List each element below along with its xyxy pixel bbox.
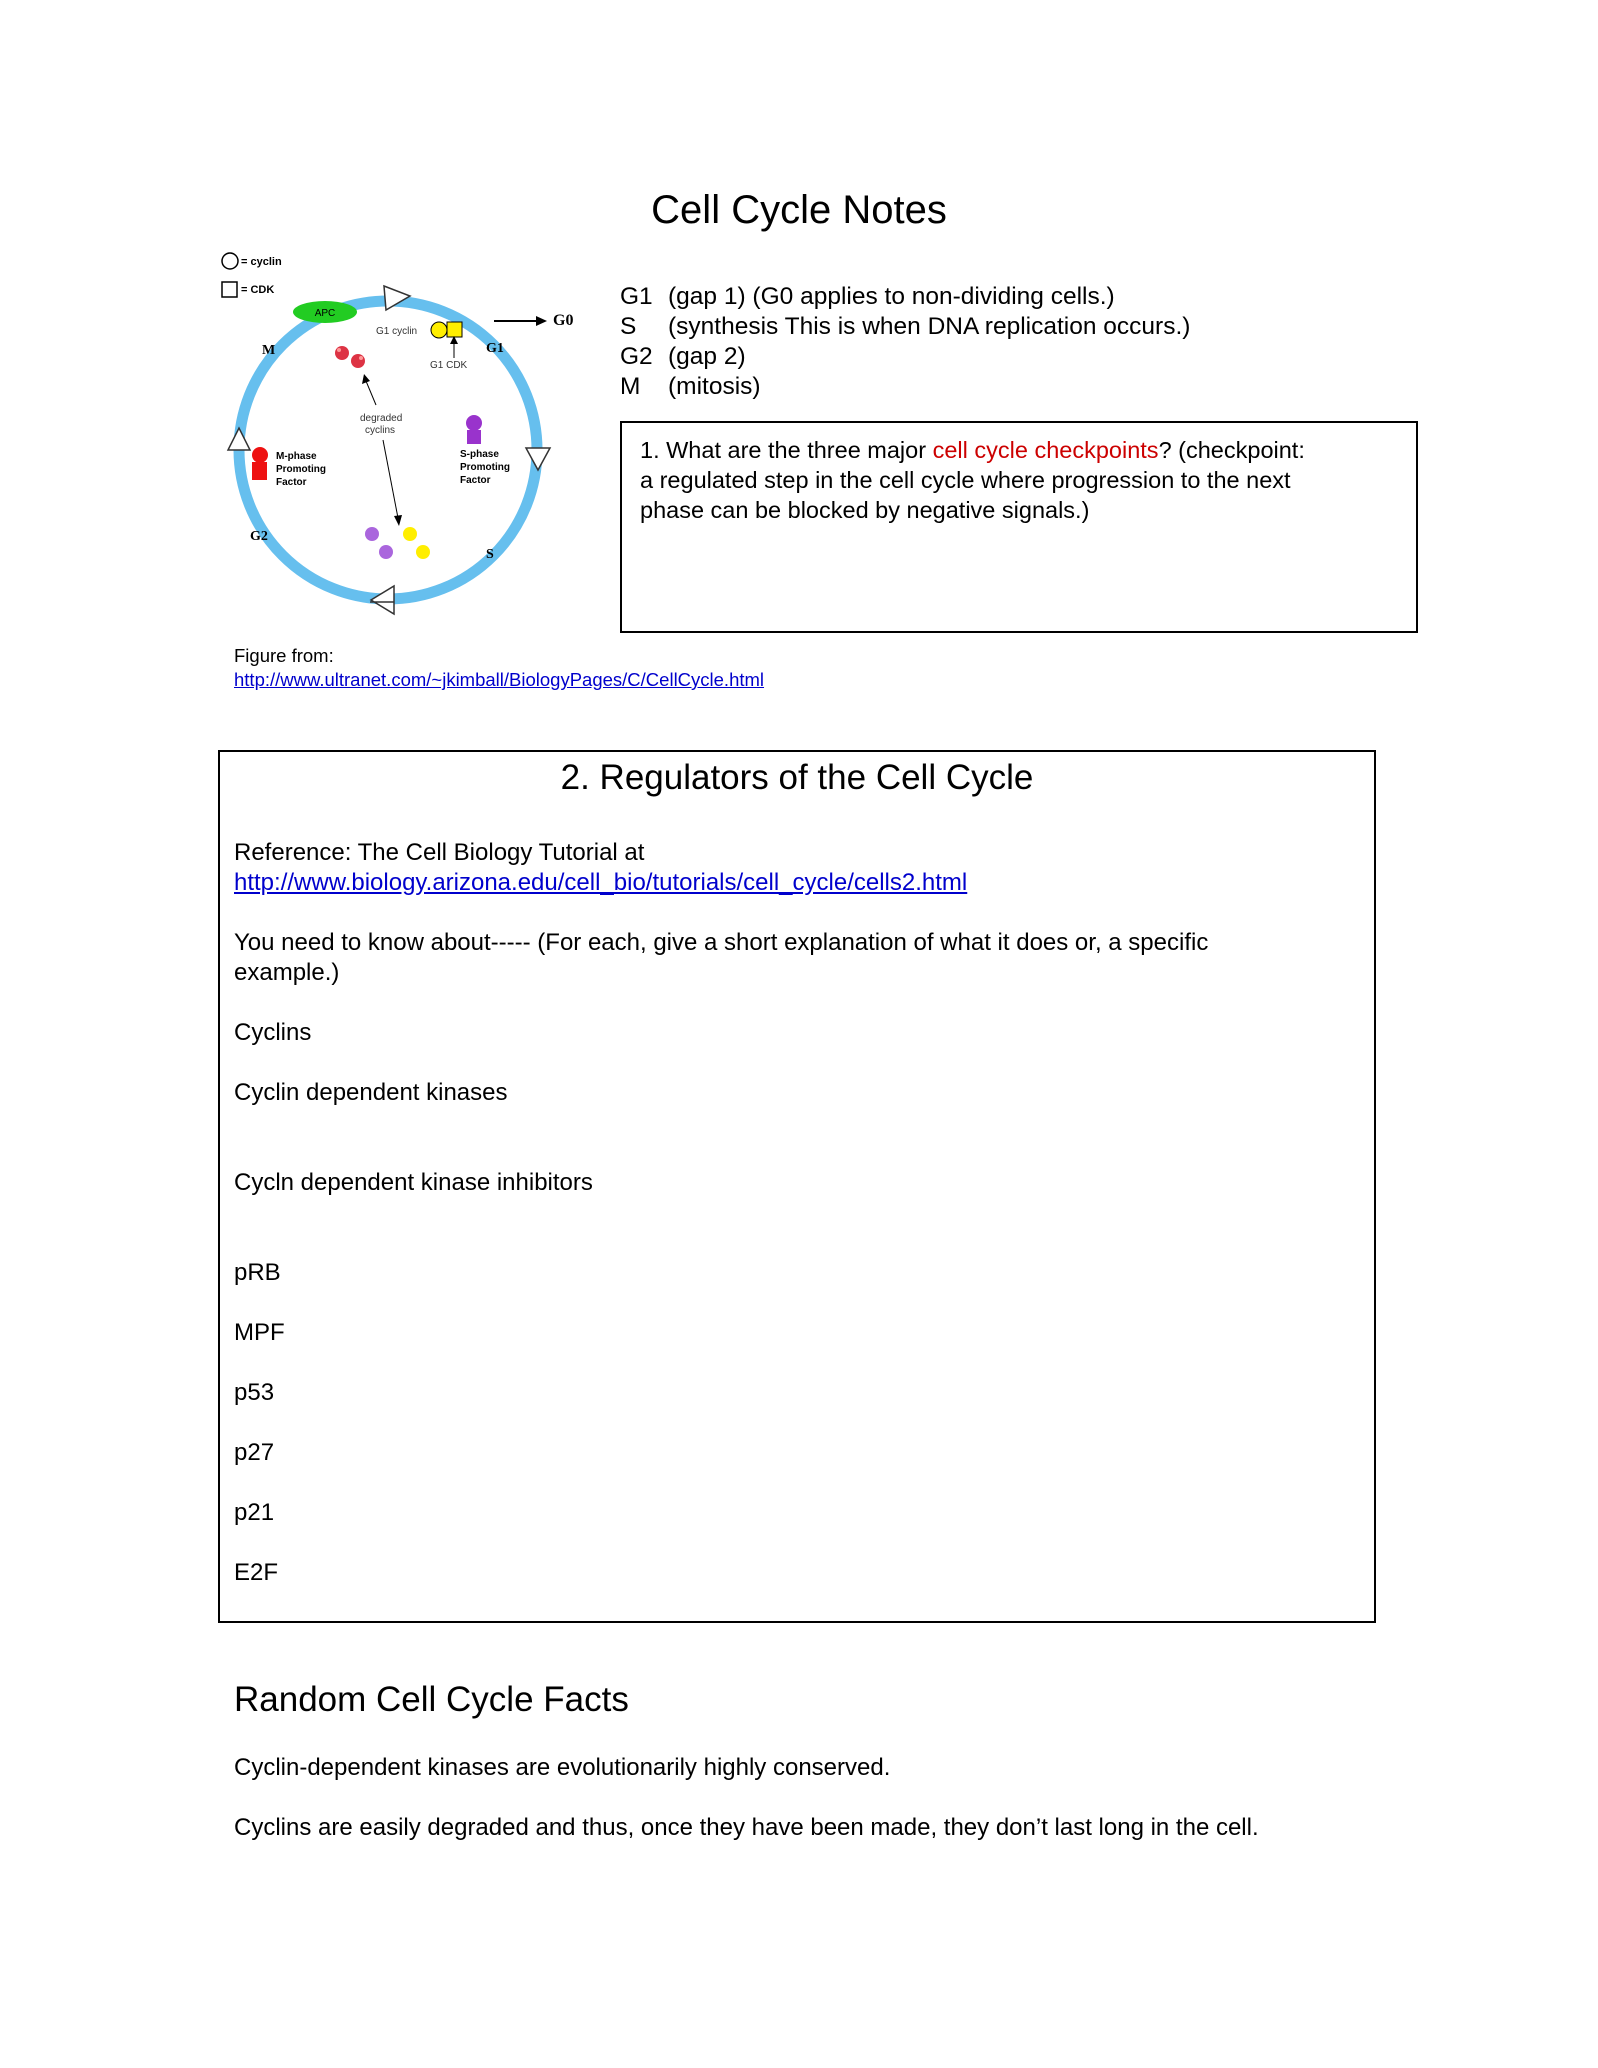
apc-label: APC bbox=[314, 308, 336, 319]
degraded-yellow-cyclins-icon bbox=[403, 527, 430, 559]
g2-label: G2 bbox=[250, 529, 268, 544]
phase-desc: (synthesis This is when DNA replication occurs.) bbox=[668, 313, 1191, 340]
phase-list bbox=[620, 282, 1190, 402]
cyclin-legend-icon bbox=[222, 253, 238, 269]
phase-code: M bbox=[620, 373, 641, 400]
degraded-label-2: cyclins bbox=[365, 425, 396, 436]
regulator-item: pRB bbox=[234, 1259, 281, 1286]
phase-code: G1 bbox=[620, 283, 653, 310]
g1-cyclin-label: G1 cyclin bbox=[376, 326, 418, 337]
regulator-item: Cyclin dependent kinases bbox=[234, 1079, 508, 1106]
spf-label-2: Promoting bbox=[460, 462, 510, 473]
question-1-line-3: phase can be blocked by negative signals.) bbox=[640, 497, 1090, 523]
g0-arrow-head-icon bbox=[536, 316, 547, 326]
s-label: S bbox=[486, 547, 494, 562]
instruction-line-1: You need to know about----- (For each, give a short explanation of what it does or, a specific bbox=[234, 929, 1209, 956]
mpf-label-2: Promoting bbox=[276, 464, 326, 475]
phase-code: S bbox=[620, 313, 637, 340]
regulator-item: E2F bbox=[234, 1559, 279, 1586]
g0-label: G0 bbox=[553, 312, 574, 329]
regulator-item: p53 bbox=[234, 1379, 275, 1406]
mpf-label-3: Factor bbox=[276, 477, 307, 488]
legend-cdk: = CDK bbox=[241, 284, 275, 296]
g2-transition-arrow-icon bbox=[370, 586, 394, 614]
g1-cdk-label: G1 CDK bbox=[430, 360, 468, 371]
question-1-prefix: 1. What are the three major bbox=[640, 437, 933, 463]
phase-code: G2 bbox=[620, 343, 653, 370]
spf-label-3: Factor bbox=[460, 475, 491, 486]
instruction-line-2: example.) bbox=[234, 959, 340, 986]
m-label: M bbox=[262, 343, 276, 358]
g1-label: G1 bbox=[486, 341, 504, 356]
question-1-suffix: ? (checkpoint: bbox=[1158, 437, 1305, 463]
regulator-item: p21 bbox=[234, 1499, 275, 1526]
legend-cyclin: = cyclin bbox=[241, 256, 282, 268]
degraded-arrow-up bbox=[366, 381, 376, 405]
degraded-arrow-down bbox=[383, 440, 398, 518]
mpf-label-1: M-phase bbox=[276, 451, 317, 462]
figure-source-link[interactable]: http://www.ultranet.com/~jkimball/BiologyPages/C/CellCycle.html bbox=[234, 669, 765, 690]
regulator-item: Cyclins bbox=[234, 1019, 312, 1046]
checkpoints-highlight: cell cycle checkpoints bbox=[932, 437, 1159, 463]
spf-label-1: S-phase bbox=[460, 449, 499, 460]
regulators-box bbox=[218, 750, 1376, 1623]
mpf-cdk-icon bbox=[252, 462, 267, 480]
mpf-cyclin-icon bbox=[252, 447, 268, 463]
figure-caption bbox=[234, 644, 764, 692]
figure-caption-label: Figure from: bbox=[234, 645, 334, 666]
question-1-box bbox=[620, 421, 1418, 633]
cell-cycle-diagram bbox=[218, 250, 598, 620]
random-facts-title: Random Cell Cycle Facts bbox=[234, 1680, 629, 1719]
spf-cdk-icon bbox=[467, 430, 481, 444]
fact-item: Cyclin-dependent kinases are evolutionarily highly conserved. bbox=[234, 1754, 891, 1781]
m-transition-arrow-icon bbox=[228, 428, 250, 450]
cdk-legend-icon bbox=[222, 282, 237, 297]
phase-row bbox=[620, 282, 1190, 312]
phase-desc: (gap 2) bbox=[668, 343, 746, 370]
regulator-item: p27 bbox=[234, 1439, 275, 1466]
degraded-arrow-down-head-icon bbox=[394, 515, 402, 526]
page-title: Cell Cycle Notes bbox=[651, 188, 947, 232]
degraded-purple-cyclins-icon bbox=[365, 527, 393, 559]
degraded-label-1: degraded bbox=[360, 413, 403, 424]
phase-row bbox=[620, 312, 1190, 342]
reference-text: Reference: The Cell Biology Tutorial at bbox=[234, 839, 645, 866]
regulators-title: 2. Regulators of the Cell Cycle bbox=[560, 758, 1034, 797]
g1-cyclin-icon bbox=[431, 322, 447, 338]
regulator-item: Cycln dependent kinase inhibitors bbox=[234, 1169, 593, 1196]
phase-row bbox=[620, 342, 1190, 372]
reference-link[interactable]: http://www.biology.arizona.edu/cell_bio/tutorials/cell_cycle/cells2.html bbox=[234, 869, 968, 896]
phase-desc: (gap 1) (G0 applies to non-dividing cells.) bbox=[668, 283, 1115, 310]
g1-cdk-icon bbox=[447, 322, 462, 337]
spf-cyclin-icon bbox=[466, 415, 482, 431]
phase-desc: (mitosis) bbox=[668, 373, 761, 400]
fact-item: Cyclins are easily degraded and thus, once they have been made, they don’t last long in the cell. bbox=[234, 1814, 1259, 1841]
degraded-arrow-up-head-icon bbox=[362, 374, 370, 384]
question-1-line-1 bbox=[640, 435, 1398, 465]
regulator-item: MPF bbox=[234, 1319, 285, 1346]
question-1-line-2: a regulated step in the cell cycle where progression to the next bbox=[640, 467, 1291, 493]
s-transition-arrow-icon bbox=[526, 448, 550, 470]
phase-row bbox=[620, 372, 1190, 402]
degraded-red-cyclins-icon bbox=[335, 346, 365, 368]
